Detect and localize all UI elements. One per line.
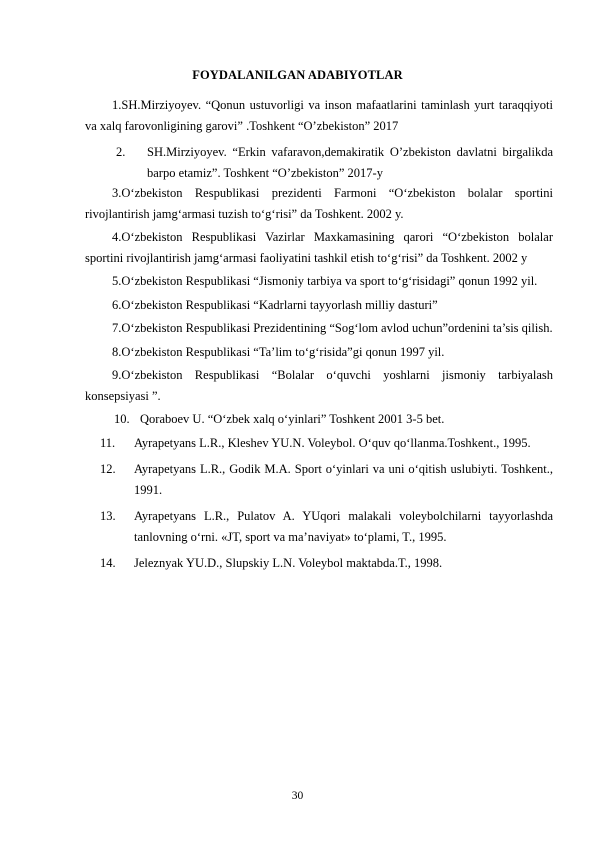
reference-text: O‘zbekiston Respublikasi “Kadrlarni tayyorlash milliy dasturi” (121, 297, 438, 312)
reference-number: 14. (100, 556, 116, 570)
reference-text: Ayrapetyans L.R., Kleshev YU.N. Voleybol. O‘quv qo‘llanma.Toshkent., 1995. (134, 435, 531, 450)
reference-item-2 (116, 142, 553, 183)
reference-text: Qoraboev U. “O‘zbek xalq o‘yinlari” Toshkent 2001 3-5 bet. (140, 412, 445, 426)
reference-number: 10. (114, 412, 130, 426)
reference-number: 1. (112, 98, 122, 112)
reference-number: 5. (112, 274, 122, 288)
reference-text: Ayrapetyans L.R., Godik M.A. Sport o‘yinlari va uni o‘qitish uslubiyti. Toshkent., 1991. (134, 462, 553, 497)
page-title: FOYDALANILGAN ADABIYOTLAR (192, 68, 403, 82)
reference-item-13 (100, 506, 553, 547)
reference-item-11 (100, 433, 553, 454)
reference-item-5 (85, 271, 553, 292)
reference-number: 11. (100, 435, 116, 450)
reference-text: Ayrapetyans L.R., Pulatov A. YUqori malakali voleybolchilarni tayyorlashda tanlovning o‘rni. «JT, sport va ma’naviyat» to‘plami, T., 1995. (134, 509, 553, 544)
reference-list (85, 95, 553, 574)
reference-number: 3. (112, 186, 122, 200)
reference-number: 2. (116, 145, 126, 159)
reference-item-9 (85, 365, 553, 406)
reference-text: O‘zbekiston Respublikasi “Bolalar o‘quvchi yoshlarni jismoniy tarbiyalash konsepsiyasi ”. (85, 368, 553, 403)
reference-number: 4. (112, 230, 122, 244)
reference-number: 8. (112, 344, 122, 359)
reference-item-10 (114, 409, 553, 430)
reference-text: SH.Mirziyoyev. “Erkin vafaravon,demakiratik O’zbekiston davlatni birgalikda barpo etamiz”. Toshkent “O’zbekiston” 2017-y (147, 145, 553, 180)
reference-item-6 (85, 295, 553, 316)
reference-number: 9. (112, 368, 122, 382)
reference-text: O‘zbekiston Respublikasi “Ta’lim to‘g‘risida”gi qonun 1997 yil. (121, 344, 445, 359)
reference-text: SH.Mirziyoyev. “Qonun ustuvorligi va inson mafaatlarini taminlash yurt taraqqiyoti va xalq farovonligining garovi” .Toshkent “O’zbekiston” 2017 (85, 98, 553, 133)
reference-text: O‘zbekiston Respublikasi Vazirlar Maxkamasining qarori “O‘zbekiston bolalar sportini rivojlantirish jamg‘armasi faoliyatini tashkil etish to‘g‘risi” da Toshkent. 2002 y (85, 230, 553, 265)
reference-item-7 (85, 318, 553, 339)
reference-item-14 (100, 553, 553, 574)
reference-text: Jeleznyak YU.D., Slupskiy L.N. Voleybol maktabda.T., 1998. (134, 556, 443, 570)
reference-item-1 (85, 95, 553, 136)
reference-item-12 (100, 459, 553, 500)
reference-text: O‘zbekiston Respublikasi prezidenti Farmoni “O‘zbekiston bolalar sportini rivojlantirish jamg‘armasi tuzish to‘g‘risi” da Toshkent. 2002 y. (85, 186, 553, 221)
reference-item-8 (85, 342, 553, 363)
reference-text: O‘zbekiston Respublikasi “Jismoniy tarbiya va sport to‘g‘risidagi” qonun 1992 yil. (121, 274, 538, 288)
reference-item-4 (85, 227, 553, 268)
reference-number: 7. (112, 321, 122, 335)
reference-item-3 (85, 183, 553, 224)
reference-text: O‘zbekiston Respublikasi Prezidentining “Sog‘lom avlod uchun”ordenini ta’sis qilish. (121, 321, 553, 335)
reference-number: 6. (112, 297, 122, 312)
reference-number: 12. (100, 462, 116, 476)
page-number: 30 (291, 790, 304, 802)
reference-number: 13. (100, 509, 116, 523)
